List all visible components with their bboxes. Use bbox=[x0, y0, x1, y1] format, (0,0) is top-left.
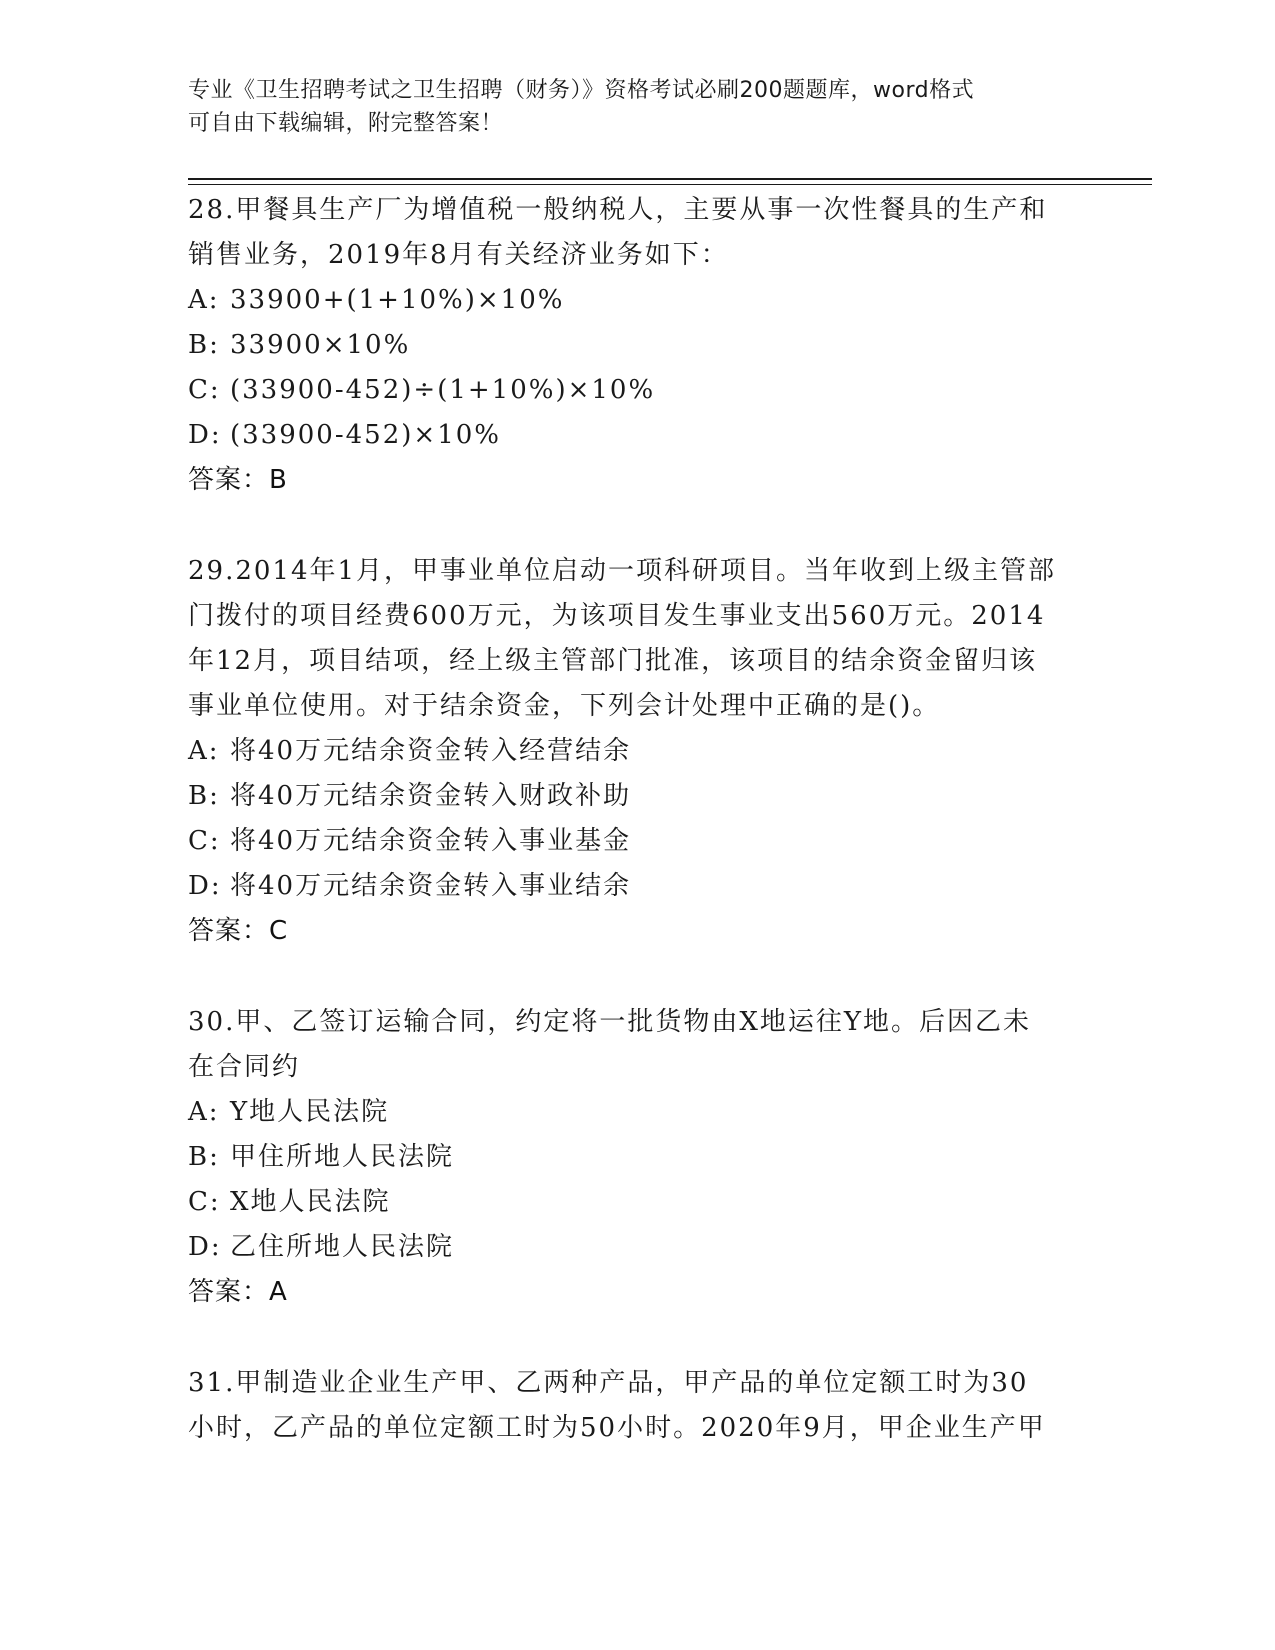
question-stem-line: 30.甲、乙签订运输合同，约定将一批货物由X地运往Y地。后因乙未 bbox=[188, 1007, 1032, 1037]
option-c bbox=[188, 368, 1088, 413]
option-text: 将40万元结余资金转入事业基金 bbox=[230, 826, 632, 856]
option-c bbox=[188, 819, 1088, 864]
option-letter: D: bbox=[188, 420, 222, 450]
option-letter: D: bbox=[188, 1232, 222, 1262]
option-text: 将40万元结余资金转入财政补助 bbox=[230, 781, 632, 811]
question-stem-line: 31.甲制造业企业生产甲、乙两种产品，甲产品的单位定额工时为30 bbox=[188, 1368, 1029, 1398]
header-divider-thin bbox=[188, 184, 1152, 185]
question-stem-line: 小时，乙产品的单位定额工时为50小时。2020年9月，甲企业生产甲 bbox=[188, 1413, 1046, 1443]
answer-line: 答案：B bbox=[188, 465, 288, 495]
option-letter: D: bbox=[188, 871, 222, 901]
option-letter: C: bbox=[188, 1187, 221, 1217]
option-letter: A: bbox=[188, 285, 220, 315]
question-stem-line: 29.2014年1月，甲事业单位启动一项科研项目。当年收到上级主管部 bbox=[188, 556, 1057, 586]
answer-line: 答案：A bbox=[188, 1277, 288, 1307]
question-list bbox=[188, 188, 1088, 1497]
option-c bbox=[188, 1180, 1088, 1225]
question-30 bbox=[188, 1000, 1088, 1315]
header-divider-thick bbox=[188, 178, 1152, 180]
question-stem-line: 门拨付的项目经费600万元，为该项目发生事业支出560万元。2014 bbox=[188, 601, 1046, 631]
question-stem-line: 年12月，项目结项，经上级主管部门批准，该项目的结余资金留归该 bbox=[188, 646, 1038, 676]
option-letter: B: bbox=[188, 330, 220, 360]
option-text: 甲住所地人民法院 bbox=[230, 1142, 455, 1172]
question-stem-line: 在合同约 bbox=[188, 1052, 301, 1082]
option-text: 乙住所地人民法院 bbox=[230, 1232, 455, 1262]
option-text: 33900×10% bbox=[230, 330, 411, 360]
question-29 bbox=[188, 549, 1088, 954]
option-text: X地人民法院 bbox=[230, 1187, 391, 1217]
option-d bbox=[188, 1225, 1088, 1270]
option-text: 33900+(1+10%)×10% bbox=[230, 285, 565, 315]
option-letter: B: bbox=[188, 781, 220, 811]
header-line-1: 专业《卫生招聘考试之卫生招聘（财务）》资格考试必刷200题题库，word格式 bbox=[188, 78, 975, 103]
header-line-2: 可自由下载编辑，附完整答案！ bbox=[188, 111, 504, 136]
option-letter: B: bbox=[188, 1142, 220, 1172]
option-a bbox=[188, 1090, 1088, 1135]
option-text: Y地人民法院 bbox=[230, 1097, 390, 1127]
option-b bbox=[188, 774, 1088, 819]
option-letter: A: bbox=[188, 736, 220, 766]
option-b bbox=[188, 323, 1088, 368]
option-a bbox=[188, 729, 1088, 774]
option-letter: C: bbox=[188, 826, 221, 856]
option-text: 将40万元结余资金转入经营结余 bbox=[230, 736, 632, 766]
option-d bbox=[188, 864, 1088, 909]
document-header bbox=[188, 74, 1088, 140]
option-text: (33900-452)×10% bbox=[230, 420, 501, 450]
option-letter: A: bbox=[188, 1097, 220, 1127]
question-stem-line: 销售业务，2019年8月有关经济业务如下： bbox=[188, 240, 729, 270]
option-letter: C: bbox=[188, 375, 221, 405]
question-31 bbox=[188, 1361, 1088, 1451]
option-b bbox=[188, 1135, 1088, 1180]
answer-line: 答案：C bbox=[188, 916, 289, 946]
option-a bbox=[188, 278, 1088, 323]
question-stem-line: 事业单位使用。对于结余资金，下列会计处理中正确的是()。 bbox=[188, 691, 941, 721]
question-stem-line: 28.甲餐具生产厂为增值税一般纳税人，主要从事一次性餐具的生产和 bbox=[188, 195, 1048, 225]
question-28 bbox=[188, 188, 1088, 503]
option-text: (33900-452)÷(1+10%)×10% bbox=[230, 375, 656, 405]
option-text: 将40万元结余资金转入事业结余 bbox=[230, 871, 632, 901]
option-d bbox=[188, 413, 1088, 458]
